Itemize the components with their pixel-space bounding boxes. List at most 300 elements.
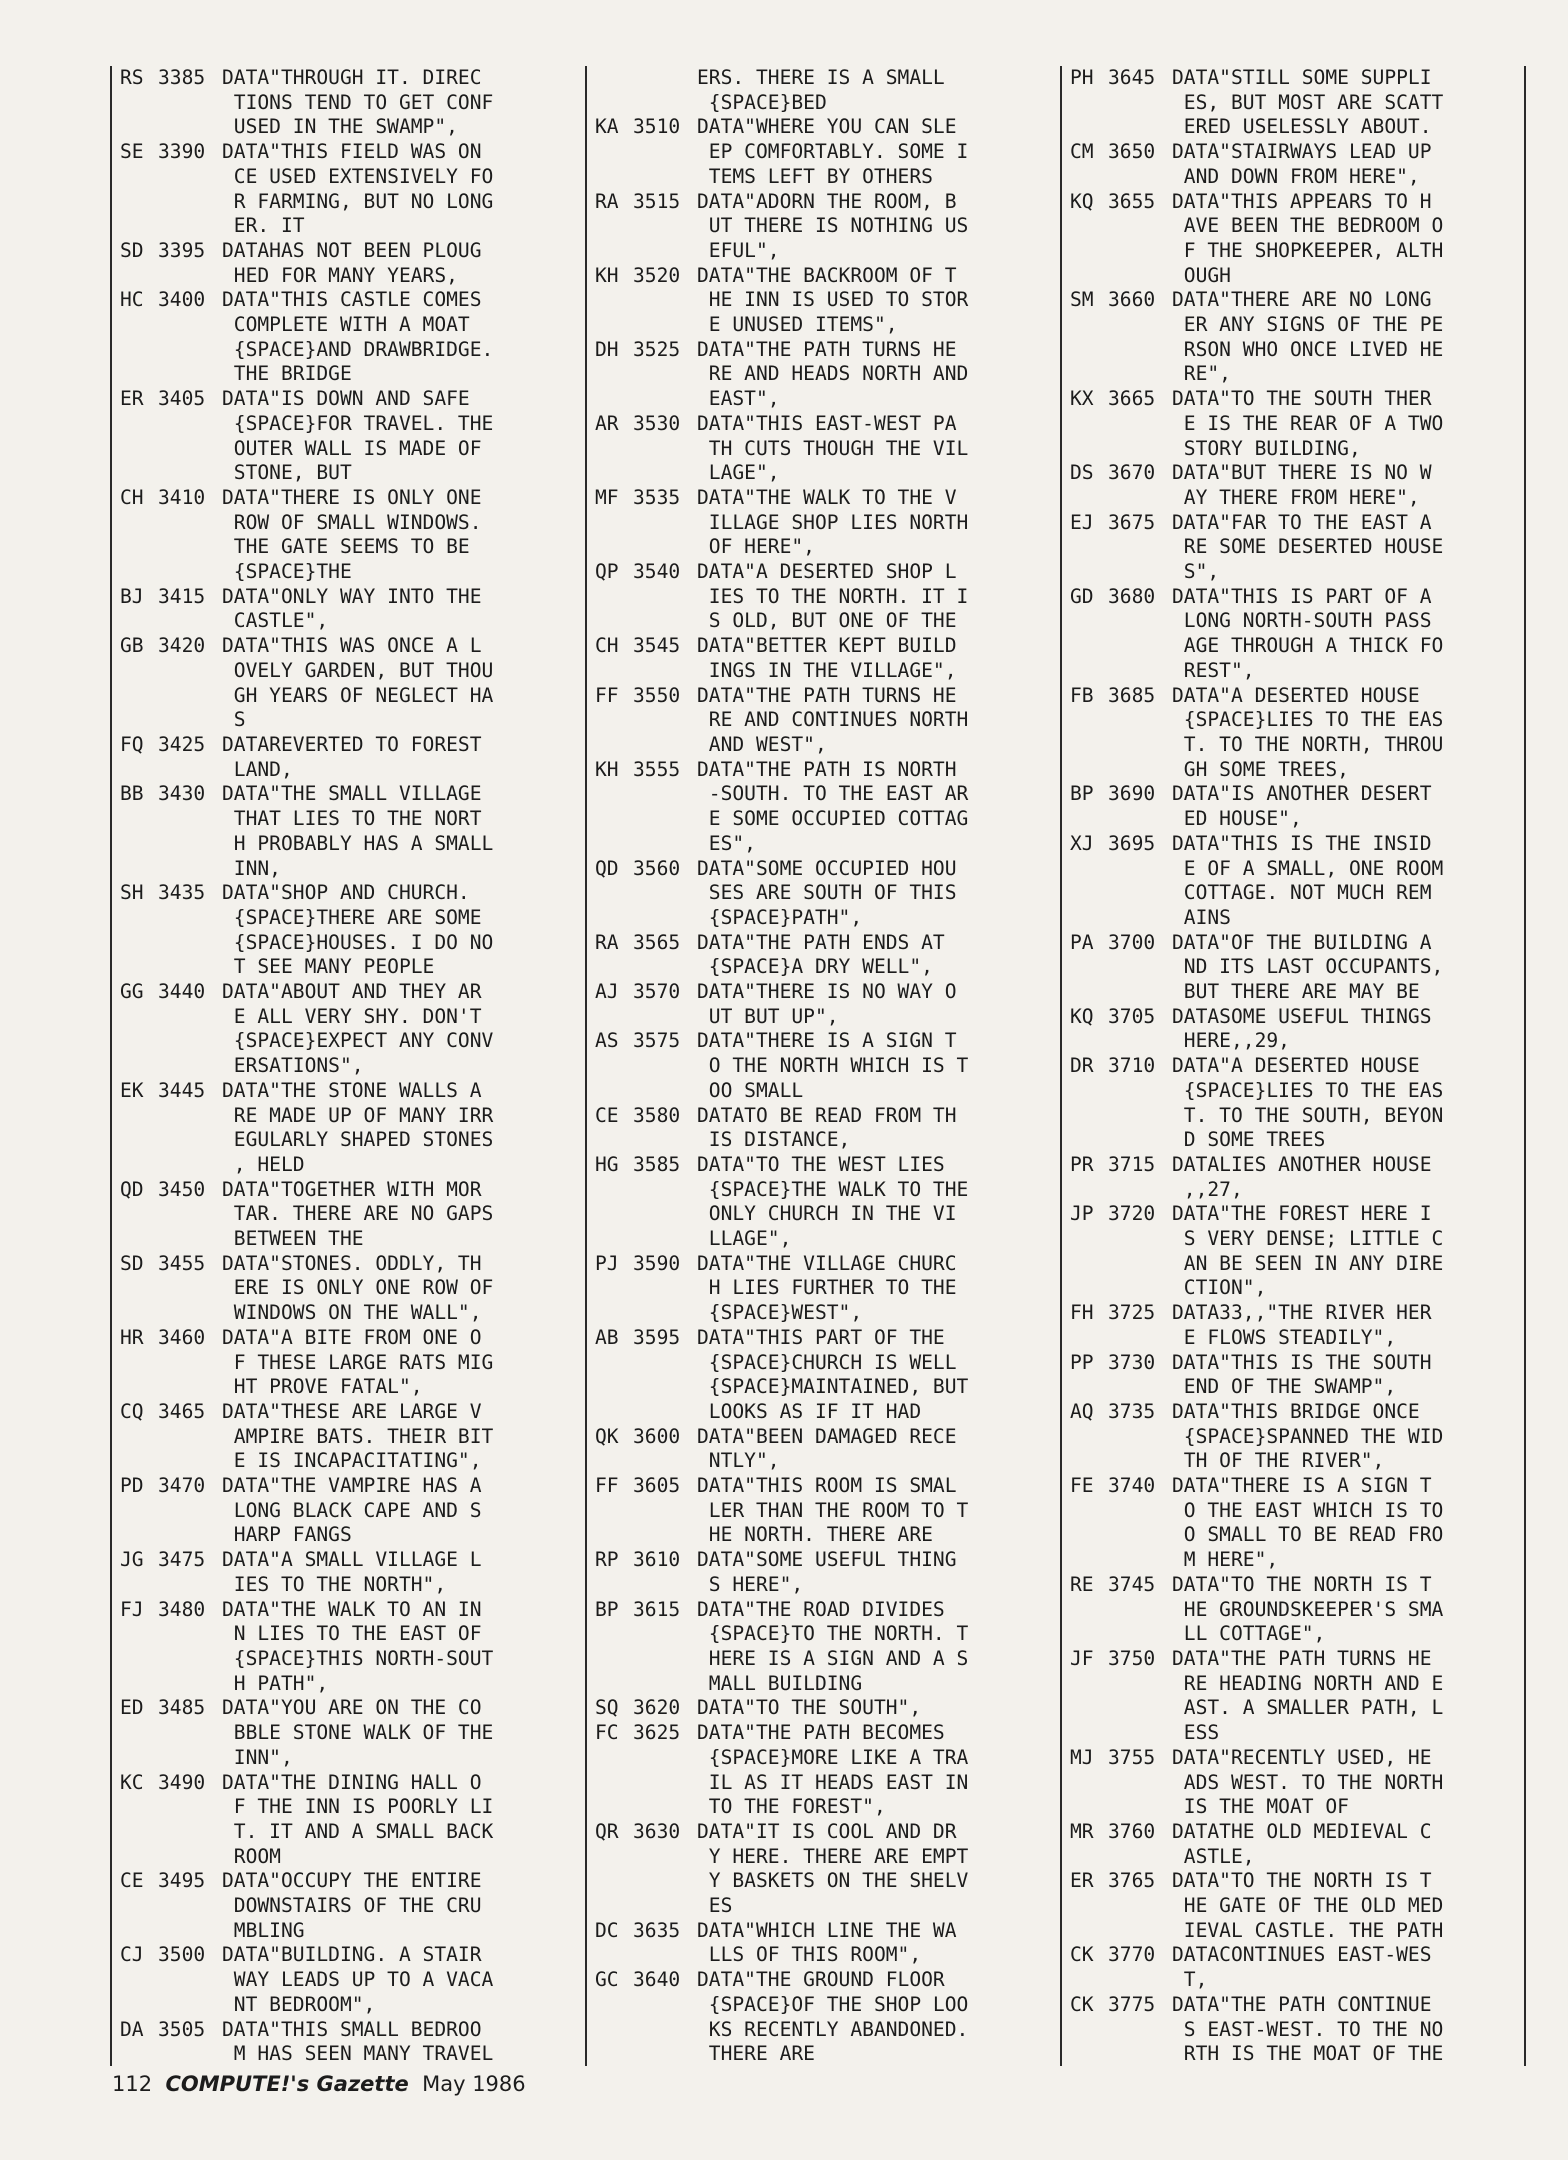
code-line: {SPACE}THERE ARE SOME: [222, 905, 482, 929]
line-number: 3450: [158, 1177, 206, 1201]
listing-entry: [112, 486, 574, 585]
code-line: ES: [697, 1894, 733, 1918]
code-line: ER ANY SIGNS OF THE PE: [1172, 313, 1444, 337]
code-line: KS RECENTLY ABANDONED.: [697, 2017, 969, 2041]
code-line: AND WEST",: [697, 732, 827, 756]
line-number: 3565: [633, 930, 681, 954]
code-line: MALL BUILDING: [697, 1671, 863, 1695]
code-line: DATA"THE PATH CONTINUE: [1172, 1992, 1432, 2016]
listing-entry: [112, 387, 574, 486]
listing-entry: [587, 1153, 1049, 1252]
code-line: IS DISTANCE,: [697, 1128, 851, 1152]
listing-entry: [587, 1326, 1049, 1425]
code-line: RE HEADING NORTH AND E: [1172, 1671, 1444, 1695]
code-line: D SOME TREES: [1172, 1128, 1326, 1152]
code-line: ROOM: [222, 1844, 281, 1868]
code-line: DATA"THIS APPEARS TO H: [1172, 189, 1432, 213]
listing-entry: [1062, 1474, 1524, 1573]
line-number: 3430: [158, 782, 206, 806]
code-line: {SPACE}MORE LIKE A TRA: [697, 1745, 969, 1769]
code-line: NTLY",: [697, 1449, 780, 1473]
listing-entry: [1062, 1005, 1524, 1054]
listing-entry: [112, 140, 574, 239]
code-line: IL AS IT HEADS EAST IN: [697, 1770, 969, 1794]
line-number: 3410: [158, 485, 206, 509]
listing-entry: [587, 486, 1049, 560]
code-line: DATA"THIS SMALL BEDROO: [222, 2017, 482, 2041]
code-line: AN BE SEEN IN ANY DIRE: [1172, 1251, 1444, 1275]
checksum: BB: [120, 782, 144, 806]
line-number: 3400: [158, 288, 206, 312]
line-number: 3445: [158, 1078, 206, 1102]
code-line: TO THE FOREST",: [697, 1795, 886, 1819]
code-text: [222, 1869, 574, 1943]
code-line: LLS OF THIS ROOM",: [697, 1943, 922, 1967]
checksum: KA: [595, 115, 619, 139]
code-line: F THE INN IS POORLY LI: [222, 1795, 494, 1819]
line-number: 3685: [1108, 683, 1156, 707]
listing-entry: [587, 1820, 1049, 1919]
code-text: [1172, 288, 1524, 387]
line-number: 3665: [1108, 387, 1156, 411]
code-text: [697, 1252, 1049, 1326]
code-line: AMPIRE BATS. THEIR BIT: [222, 1424, 494, 1448]
code-line: WINDOWS ON THE WALL",: [222, 1301, 482, 1325]
code-line: AY THERE FROM HERE",: [1172, 485, 1420, 509]
code-text: [222, 66, 574, 140]
code-text: [1172, 1647, 1524, 1746]
code-line: HE GROUNDSKEEPER'S SMA: [1172, 1597, 1444, 1621]
line-number: 3650: [1108, 140, 1156, 164]
code-line: DATA"TO THE SOUTH THER: [1172, 387, 1432, 411]
code-text: [222, 387, 574, 486]
code-line: ERE IS ONLY ONE ROW OF: [222, 1276, 494, 1300]
code-text: [697, 634, 1049, 683]
listing-entry: [112, 1079, 574, 1178]
checksum: FC: [595, 1721, 619, 1745]
listing-entry: [112, 782, 574, 881]
code-text: [697, 1474, 1049, 1548]
code-line: LOOKS AS IF IT HAD: [697, 1399, 922, 1423]
code-line: USED IN THE SWAMP",: [222, 115, 458, 139]
code-line: DATA"THIS FIELD WAS ON: [222, 140, 482, 164]
listing-entry: [1062, 684, 1524, 783]
code-line: DATA"ABOUT AND THEY AR: [222, 980, 482, 1004]
code-line: LAGE",: [697, 461, 780, 485]
checksum: PP: [1070, 1350, 1094, 1374]
checksum: MJ: [1070, 1745, 1094, 1769]
listing-entry: [1062, 1351, 1524, 1400]
checksum: QP: [595, 560, 619, 584]
code-line: RE",: [1172, 362, 1231, 386]
line-number: 3420: [158, 634, 206, 658]
code-text: [222, 1326, 574, 1400]
code-line: DATA"STONES. ODDLY, TH: [222, 1251, 482, 1275]
code-text: [1172, 1869, 1524, 1943]
checksum: CJ: [120, 1943, 144, 1967]
line-number: 3715: [1108, 1152, 1156, 1176]
code-line: AVE BEEN THE BEDROOM O: [1172, 214, 1444, 238]
line-number: 3700: [1108, 930, 1156, 954]
checksum: KH: [595, 757, 619, 781]
code-line: DATA"A SMALL VILLAGE L: [222, 1548, 482, 1572]
listing-entry: [112, 1771, 574, 1870]
listing-entry: [112, 1696, 574, 1770]
code-line: DATA"THIS CASTLE COMES: [222, 288, 482, 312]
listing-entry: [587, 1696, 1049, 1721]
listing-entry: [112, 881, 574, 980]
checksum: RA: [595, 189, 619, 213]
line-number: 3695: [1108, 831, 1156, 855]
code-line: ROW OF SMALL WINDOWS.: [222, 510, 482, 534]
code-line: {SPACE}FOR TRAVEL. THE: [222, 411, 494, 435]
code-line: {SPACE}LIES TO THE EAS: [1172, 1078, 1444, 1102]
listing-entry: [587, 1425, 1049, 1474]
line-number: 3520: [633, 263, 681, 287]
line-number: 3770: [1108, 1943, 1156, 1967]
checksum: XJ: [1070, 831, 1094, 855]
listing-entry: [1062, 66, 1524, 140]
checksum: QD: [595, 856, 619, 880]
line-number: 3475: [158, 1548, 206, 1572]
code-line: IS THE MOAT OF: [1172, 1795, 1349, 1819]
checksum: DA: [120, 2017, 144, 2041]
checksum: FH: [1070, 1301, 1094, 1325]
code-line: STONE, BUT: [222, 461, 352, 485]
code-line: DATA"WHICH LINE THE WA: [697, 1918, 957, 1942]
code-line: RSON WHO ONCE LIVED HE: [1172, 337, 1444, 361]
checksum: SH: [120, 881, 144, 905]
code-line: NT BEDROOM",: [222, 1992, 376, 2016]
code-line: EP COMFORTABLY. SOME I: [697, 140, 969, 164]
listing-entry: [587, 1474, 1049, 1548]
code-line: ERSATIONS",: [222, 1054, 364, 1078]
checksum: PJ: [595, 1251, 619, 1275]
code-text: [1172, 1054, 1524, 1153]
code-line: BBLE STONE WALK OF THE: [222, 1721, 494, 1745]
code-line: DATA"FAR TO THE EAST A: [1172, 510, 1432, 534]
listing-entry: [112, 288, 574, 387]
checksum: HG: [595, 1152, 619, 1176]
code-line: DATA"THE PATH TURNS HE: [697, 683, 957, 707]
listing-entry: [112, 1598, 574, 1697]
code-text: [222, 1598, 574, 1697]
code-line: F THESE LARGE RATS MIG: [222, 1350, 494, 1374]
code-line: AINS: [1172, 905, 1231, 929]
code-text: [1172, 461, 1524, 510]
code-line: DATA"THERE IS A SIGN T: [697, 1029, 957, 1053]
code-line: {SPACE}HOUSES. I DO NO: [222, 930, 494, 954]
code-line: DATA"STILL SOME SUPPLI: [1172, 66, 1432, 89]
code-line: S: [222, 708, 246, 732]
code-line: DATA"THIS WAS ONCE A L: [222, 634, 482, 658]
code-line: {SPACE}A DRY WELL",: [697, 955, 933, 979]
listing-column-2: [585, 66, 1049, 2066]
checksum: KH: [595, 263, 619, 287]
code-line: {SPACE}MAINTAINED, BUT: [697, 1375, 969, 1399]
code-line: DATA33,,"THE RIVER HER: [1172, 1301, 1432, 1325]
listing-entry: [587, 1252, 1049, 1326]
code-line: TH CUTS THOUGH THE VIL: [697, 436, 969, 460]
code-line: {SPACE}THIS NORTH-SOUT: [222, 1647, 494, 1670]
code-text: [222, 634, 574, 733]
line-number: 3615: [633, 1597, 681, 1621]
listing-entry: [1062, 1054, 1524, 1153]
line-number: 3580: [633, 1103, 681, 1127]
checksum: RE: [1070, 1572, 1094, 1596]
code-text: [1172, 387, 1524, 461]
code-line: HT PROVE FATAL",: [222, 1375, 423, 1399]
line-number: 3595: [633, 1325, 681, 1349]
code-line: DATA"IS DOWN AND SAFE: [222, 387, 470, 411]
listing-entry: [1062, 461, 1524, 510]
listing-entry: [587, 931, 1049, 980]
checksum: [587, 66, 633, 115]
line-number: 3730: [1108, 1350, 1156, 1374]
checksum: ER: [1070, 1869, 1094, 1893]
code-text: [697, 264, 1049, 338]
listing-entry: [112, 634, 574, 733]
checksum: AJ: [595, 980, 619, 1004]
listing-entry: [587, 560, 1049, 634]
code-line: ESS: [1172, 1721, 1220, 1745]
code-line: RE SOME DESERTED HOUSE: [1172, 535, 1444, 559]
checksum: KQ: [1070, 1004, 1094, 1028]
code-text: [1172, 1573, 1524, 1647]
checksum: GG: [120, 980, 144, 1004]
line-number: 3765: [1108, 1869, 1156, 1893]
checksum: GB: [120, 634, 144, 658]
code-text: [697, 190, 1049, 264]
code-line: DATA"THE PATH TURNS HE: [697, 337, 957, 361]
code-text: [1172, 931, 1524, 1005]
checksum: CE: [595, 1103, 619, 1127]
code-line: DATA"THE FOREST HERE I: [1172, 1202, 1432, 1226]
code-line: RE AND CONTINUES NORTH: [697, 708, 969, 732]
code-line: TAR. THERE ARE NO GAPS: [222, 1202, 494, 1226]
code-line: THERE ARE: [697, 2042, 815, 2066]
code-text: [1172, 1351, 1524, 1400]
listing-entry: [1062, 511, 1524, 585]
code-line: Y HERE. THERE ARE EMPT: [697, 1844, 969, 1868]
code-line: DATA"THROUGH IT. DIREC: [222, 66, 482, 89]
code-line: LLAGE",: [697, 1227, 792, 1251]
code-line: IES TO THE NORTH. IT I: [697, 584, 969, 608]
code-line: {SPACE}LIES TO THE EAS: [1172, 708, 1444, 732]
code-text: [1172, 1993, 1524, 2067]
code-line: DATA"TOGETHER WITH MOR: [222, 1177, 482, 1201]
code-text: [697, 1721, 1049, 1820]
line-number: 3655: [1108, 189, 1156, 213]
listing-entry: [1062, 190, 1524, 289]
line-number: 3435: [158, 881, 206, 905]
code-text: [222, 288, 574, 387]
code-line: THE GATE SEEMS TO BE: [222, 535, 470, 559]
code-line: RE AND HEADS NORTH AND: [697, 362, 969, 386]
code-line: DATA"THERE IS A SIGN T: [1172, 1474, 1432, 1498]
checksum: FF: [595, 683, 619, 707]
code-line: HE INN IS USED TO STOR: [697, 288, 969, 312]
code-line: CASTLE",: [222, 609, 329, 633]
code-line: N LIES TO THE EAST OF: [222, 1622, 482, 1646]
line-number: 3485: [158, 1696, 206, 1720]
checksum: GC: [595, 1968, 619, 1992]
code-line: DATAHAS NOT BEEN PLOUG: [222, 238, 482, 262]
checksum: SD: [120, 1251, 144, 1275]
code-line: COTTAGE. NOT MUCH REM: [1172, 881, 1432, 905]
code-line: M HERE",: [1172, 1548, 1279, 1572]
listing-entry: [587, 634, 1049, 683]
code-line: E IS THE REAR OF A TWO: [1172, 411, 1444, 435]
code-line: OO SMALL: [697, 1078, 804, 1102]
code-line: ADS WEST. TO THE NORTH: [1172, 1770, 1444, 1794]
code-line: DATA"THE STONE WALLS A: [222, 1078, 482, 1102]
code-text: [1172, 1474, 1524, 1573]
checksum: HC: [120, 288, 144, 312]
code-text: [697, 560, 1049, 634]
line-number: 3710: [1108, 1054, 1156, 1078]
code-line: {SPACE}OF THE SHOP LOO: [697, 1992, 969, 2016]
code-line: LONG BLACK CAPE AND S: [222, 1498, 482, 1522]
code-line: DATA"WHERE YOU CAN SLE: [697, 115, 957, 139]
checksum: KQ: [1070, 189, 1094, 213]
line-number: 3545: [633, 634, 681, 658]
listing-entry: [587, 1104, 1049, 1153]
code-text: [1172, 1746, 1524, 1820]
code-line: H LIES FURTHER TO THE: [697, 1276, 957, 1300]
line-number: 3630: [633, 1819, 681, 1843]
code-line: DATA"THE GROUND FLOOR: [697, 1968, 945, 1992]
line-number: 3725: [1108, 1301, 1156, 1325]
code-line: ILLAGE SHOP LIES NORTH: [697, 510, 969, 534]
code-line: {SPACE}TO THE NORTH. T: [697, 1622, 969, 1646]
code-line: DATA"OF THE BUILDING A: [1172, 930, 1432, 954]
checksum: SE: [120, 140, 144, 164]
checksum: CH: [120, 485, 144, 509]
code-line: COMPLETE WITH A MOAT: [222, 313, 470, 337]
line-number: 3705: [1108, 1004, 1156, 1028]
checksum: SQ: [595, 1696, 619, 1720]
checksum: RS: [120, 66, 144, 89]
checksum: FF: [595, 1474, 619, 1498]
checksum: AB: [595, 1325, 619, 1349]
code-text: [222, 1400, 574, 1474]
code-text: [1172, 1820, 1524, 1869]
code-text: [222, 1178, 574, 1252]
code-line: DATA"SHOP AND CHURCH.: [222, 881, 470, 905]
listing-entry: [112, 1400, 574, 1474]
code-text: [697, 1820, 1049, 1919]
listing-entry: [587, 115, 1049, 189]
code-line: , HELD: [222, 1152, 305, 1176]
code-text: [222, 239, 574, 288]
code-line: CTION",: [1172, 1276, 1267, 1300]
line-number: 3560: [633, 856, 681, 880]
line-number: 3460: [158, 1325, 206, 1349]
code-line: GH SOME TREES,: [1172, 757, 1349, 781]
code-line: F THE SHOPKEEPER, ALTH: [1172, 238, 1444, 262]
code-line: DATA"IT IS COOL AND DR: [697, 1819, 957, 1843]
code-text: [1172, 782, 1524, 831]
code-line: DATA"A DESERTED HOUSE: [1172, 1054, 1420, 1078]
checksum: DR: [1070, 1054, 1094, 1078]
code-line: Y BASKETS ON THE SHELV: [697, 1869, 969, 1893]
code-line: S OLD, BUT ONE OF THE: [697, 609, 957, 633]
listing-entry: [1062, 585, 1524, 684]
line-number: 3490: [158, 1770, 206, 1794]
line-number: 3675: [1108, 510, 1156, 534]
code-text: [697, 980, 1049, 1029]
line-number: 3750: [1108, 1647, 1156, 1670]
code-text: [222, 1696, 574, 1770]
code-line: DATASOME USEFUL THINGS: [1172, 1004, 1432, 1028]
code-text: [697, 931, 1049, 980]
listing-entry: [112, 585, 574, 634]
code-line: AND DOWN FROM HERE",: [1172, 164, 1420, 188]
code-line: ONLY CHURCH IN THE VI: [697, 1202, 957, 1226]
listing-column-1: [110, 66, 574, 2066]
code-line: T. TO THE NORTH, THROU: [1172, 732, 1444, 756]
line-number: 3635: [633, 1918, 681, 1942]
listing-entry: [1062, 288, 1524, 387]
code-text: [1172, 1005, 1524, 1054]
code-text: [1172, 1301, 1524, 1350]
checksum: CK: [1070, 1992, 1094, 2016]
code-line: DATAREVERTED TO FOREST: [222, 732, 482, 756]
checksum: GD: [1070, 584, 1094, 608]
code-line: DATA"YOU ARE ON THE CO: [222, 1696, 482, 1720]
line-number: 3395: [158, 238, 206, 262]
code-text: [222, 782, 574, 881]
code-line: LL COTTAGE",: [1172, 1622, 1326, 1646]
code-line: E FLOWS STEADILY",: [1172, 1325, 1397, 1349]
checksum: RP: [595, 1548, 619, 1572]
checksum: JF: [1070, 1647, 1094, 1670]
line-number: [633, 66, 697, 115]
code-line: DATA"THE PATH ENDS AT: [697, 930, 945, 954]
listing-entry: [1062, 1647, 1524, 1746]
checksum: RA: [595, 930, 619, 954]
code-text: [222, 1771, 574, 1870]
code-text: [222, 1079, 574, 1178]
code-line: H PROBABLY HAS A SMALL: [222, 831, 494, 855]
line-number: 3585: [633, 1152, 681, 1176]
checksum: BP: [595, 1597, 619, 1621]
checksum: QR: [595, 1819, 619, 1843]
code-line: H PATH",: [222, 1671, 329, 1695]
line-number: 3455: [158, 1251, 206, 1275]
code-text: [697, 1326, 1049, 1425]
checksum: FE: [1070, 1474, 1094, 1498]
listing-entry: [1062, 1202, 1524, 1301]
code-line: S HERE",: [697, 1572, 804, 1596]
code-text: [697, 1029, 1049, 1103]
code-line: DATA"ADORN THE ROOM, B: [697, 189, 957, 213]
code-line: DATA"TO THE NORTH IS T: [1172, 1869, 1432, 1893]
line-number: 3415: [158, 584, 206, 608]
code-line: WAY LEADS UP TO A VACA: [222, 1968, 494, 1992]
line-number: 3570: [633, 980, 681, 1004]
code-line: DATA"THESE ARE LARGE V: [222, 1399, 482, 1423]
code-line: BUT THERE ARE MAY BE: [1172, 980, 1420, 1004]
listing-entry: [587, 1548, 1049, 1597]
code-line: T,: [1172, 1968, 1208, 1992]
code-line: DATA"RECENTLY USED, HE: [1172, 1745, 1432, 1769]
code-line: E SOME OCCUPIED COTTAG: [697, 807, 969, 831]
code-line: DATA"THE BACKROOM OF T: [697, 263, 957, 287]
code-line: E IS INCAPACITATING",: [222, 1449, 482, 1473]
line-number: 3480: [158, 1597, 206, 1621]
